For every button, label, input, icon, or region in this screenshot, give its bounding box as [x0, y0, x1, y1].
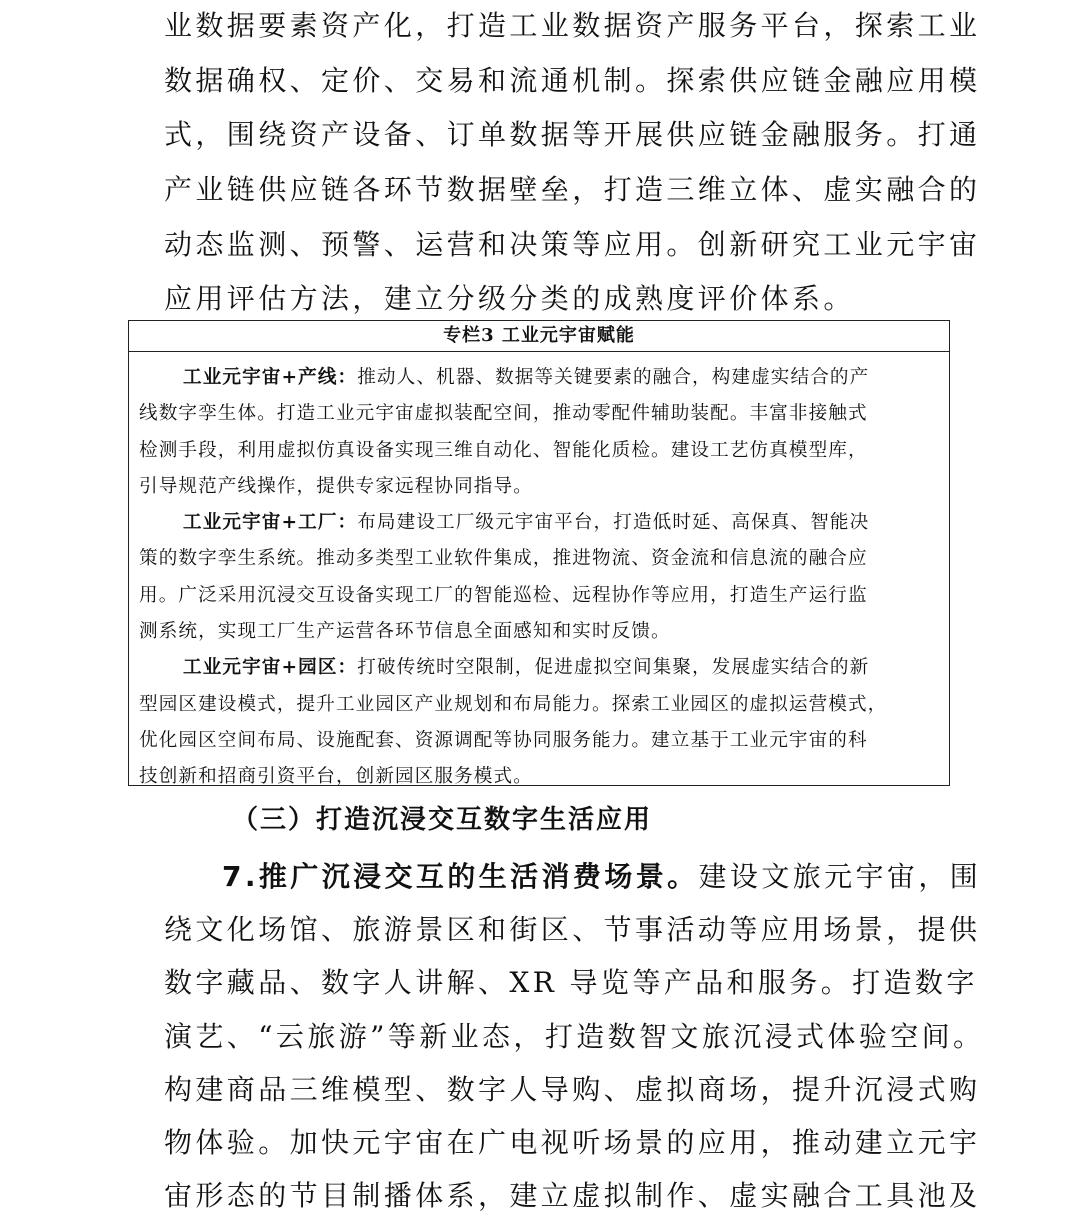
paragraph-line: 物体验。加快元宇宙在广电视听场景的应用，推动建立元宇 — [164, 1125, 981, 1159]
paragraph-line: 演艺、“云旅游”等新业态，打造数智文旅沉浸式体验空间。 — [164, 1019, 985, 1053]
box-line: 引导规范产线操作，提供专家远程协同指导。 — [139, 475, 533, 497]
box-item-heading: 工业元宇宙+产线： — [183, 367, 358, 388]
box-item-text: 布局建设工厂级元宇宙平台，打造低时延、高保真、智能决 — [357, 512, 870, 534]
paragraph-line: 数字藏品、数字人讲解、XR 导览等产品和服务。打造数字 — [164, 966, 978, 1000]
paragraph-line: 构建商品三维模型、数字人导购、虚拟商场，提升沉浸式购 — [164, 1072, 981, 1106]
box-item-text: 推动人、机器、数据等关键要素的融合，构建虚实结合的产 — [357, 367, 870, 388]
paragraph-line: 数据确权、定价、交易和流通机制。探索供应链金融应用模 — [164, 63, 981, 97]
box-line: 线数字孪生体。打造工业元宇宙虚拟装配空间，推动零配件辅助装配。丰富非接触式 — [139, 403, 868, 425]
box-line: 测系统，实现工厂生产运营各环节信息全面感知和实时反馈。 — [139, 621, 671, 643]
column-box-title: 专栏3 工业元宇宙赋能 — [129, 321, 949, 352]
box-line: 优化园区空间布局、设施配套、资源调配等协同服务能力。建立基于工业元宇宙的科 — [139, 729, 868, 751]
box-item-text: 打破传统时空限制，促进虚拟空间集聚，发展虚实结合的新 — [357, 657, 870, 679]
column-box — [128, 320, 950, 786]
paragraph-line: 式，围绕资产设备、订单数据等开展供应链金融服务。打通 — [164, 118, 981, 152]
box-line: 检测手段，利用虚拟仿真设备实现三维自动化、智能化质检。建设工艺仿真模型库， — [139, 439, 868, 461]
paragraph-text: 建设文旅元宇宙，围 — [698, 860, 982, 893]
box-line: 用。广泛采用沉浸交互设备实现工厂的智能巡检、远程协作等应用，打造生产运行监 — [139, 584, 868, 606]
box-line: 型园区建设模式，提升工业园区产业规划和布局能力。探索工业园区的虚拟运营模式， — [139, 693, 888, 715]
box-item-first-line — [139, 650, 939, 686]
box-item-heading: 工业元宇宙+园区： — [183, 657, 358, 679]
paragraph-first-line — [164, 850, 982, 903]
box-line: 策的数字孪生系统。推动多类型工业软件集成，推进物流、资金流和信息流的融合应 — [139, 548, 868, 570]
section-heading: （三）打造沉浸交互数字生活应用 — [232, 805, 653, 835]
column-box-body — [129, 352, 949, 796]
paragraph-line: 宙形态的节目制播体系，建立虚拟制作、虚实融合工具池及 — [164, 1179, 981, 1213]
paragraph-line: 绕文化场馆、旅游景区和街区、节事活动等应用场景，提供 — [164, 913, 981, 947]
box-item-first-line — [139, 360, 939, 396]
paragraph-line: 产业链供应链各环节数据壁垒，打造三维立体、虚实融合的 — [164, 173, 981, 207]
paragraph-line: 业数据要素资产化，打造工业数据资产服务平台，探索工业 — [164, 9, 981, 42]
box-item-heading: 工业元宇宙+工厂： — [183, 512, 358, 534]
box-line: 技创新和招商引资平台，创新园区服务模式。 — [139, 766, 533, 788]
top-paragraph — [164, 0, 981, 327]
box-item-first-line — [139, 505, 939, 541]
bottom-paragraph — [164, 850, 985, 1222]
paragraph-line: 应用评估方法，建立分级分类的成熟度评价体系。 — [164, 282, 855, 316]
paragraph-line: 动态监测、预警、运营和决策等应用。创新研究工业元宇宙 — [164, 227, 981, 261]
paragraph-lead: 7.推广沉浸交互的生活消费场景。 — [222, 860, 699, 893]
